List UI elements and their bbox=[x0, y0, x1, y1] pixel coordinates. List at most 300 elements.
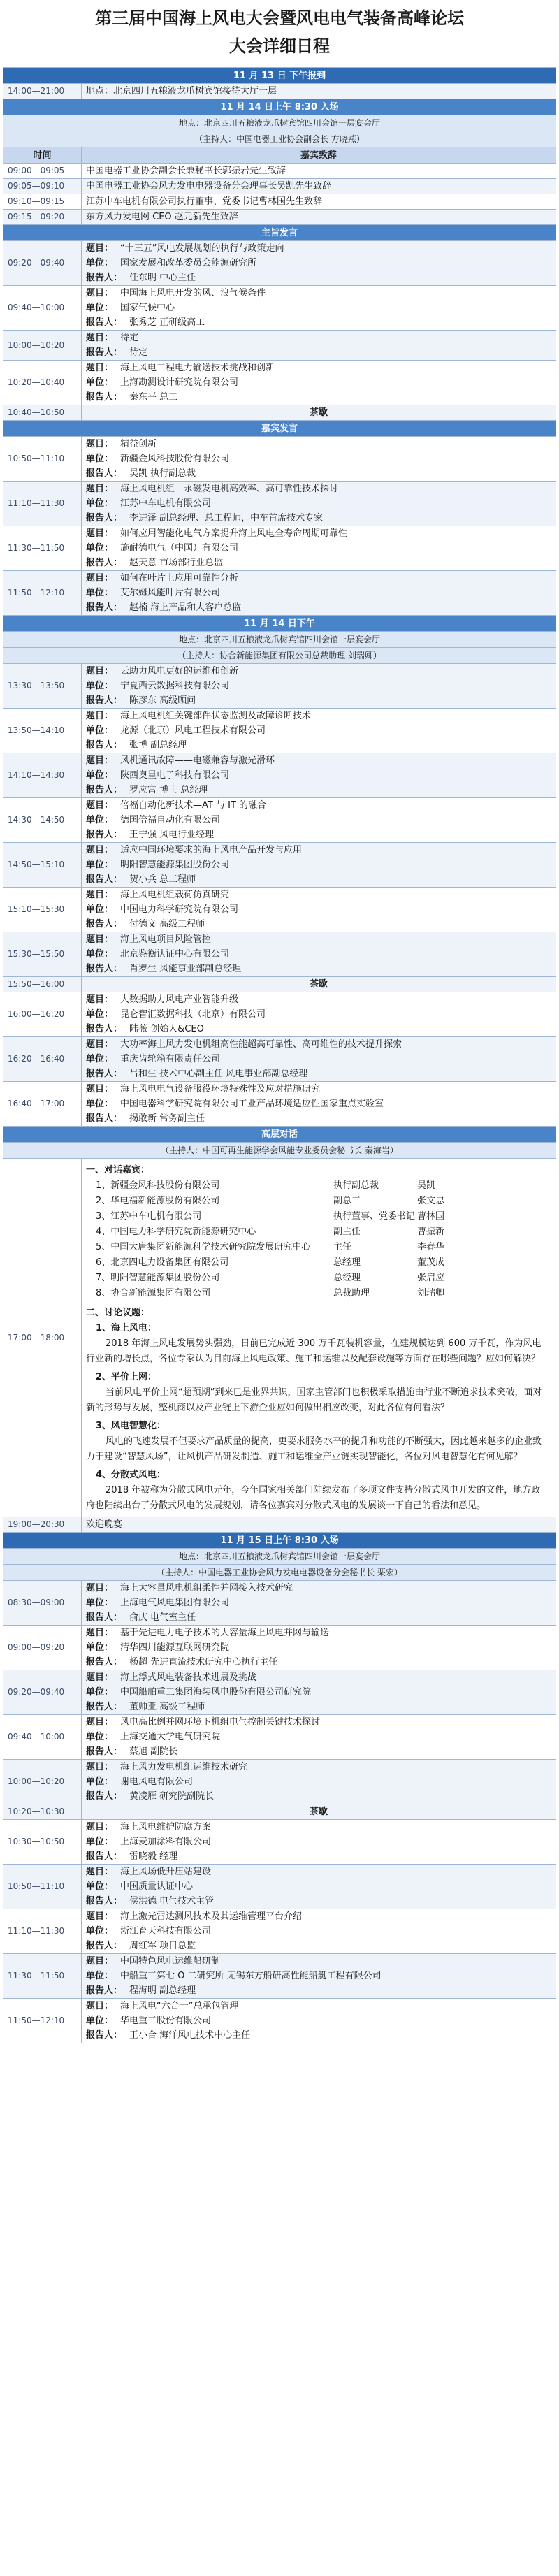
talk-label: 报告人： bbox=[86, 695, 123, 706]
time-cell: 08:30—09:00 bbox=[3, 1581, 82, 1626]
day1-bar-row bbox=[3, 68, 556, 84]
talk-label: 题目： bbox=[86, 1583, 114, 1593]
panel-guest bbox=[86, 1194, 551, 1209]
talk-line bbox=[86, 1774, 551, 1789]
time-cell: 14:00—21:00 bbox=[3, 84, 82, 99]
time-cell: 10:30—10:50 bbox=[3, 1820, 82, 1865]
talk-line bbox=[86, 917, 551, 932]
talk-line bbox=[86, 1007, 551, 1022]
content-cell: 江苏中车电机有限公司执行董事、党委书记曹林国先生致辞 bbox=[82, 194, 556, 210]
time-cell: 13:50—14:10 bbox=[3, 709, 82, 753]
guest-org: 4、中国电力科学研究院新能源研究中心 bbox=[96, 1227, 256, 1237]
talk-detail bbox=[82, 1037, 556, 1082]
talk-label: 题目： bbox=[86, 573, 114, 584]
talk-line bbox=[86, 1685, 551, 1700]
time-cell: 10:00—10:20 bbox=[3, 331, 82, 361]
talk-label: 报告人： bbox=[86, 1851, 123, 1862]
talk-label: 题目： bbox=[86, 1911, 114, 1922]
talk-line bbox=[86, 586, 551, 600]
guest-org: 3、江苏中车电机有限公司 bbox=[96, 1211, 202, 1222]
talk-line bbox=[86, 451, 551, 466]
talk-text: 云助力风电更好的运维和创新 bbox=[120, 666, 239, 676]
talk-label: 题目： bbox=[86, 1628, 114, 1638]
talk-label: 题目： bbox=[86, 1672, 114, 1683]
day3-bar-row bbox=[3, 1533, 556, 1549]
day3-venue-row bbox=[3, 1549, 556, 1565]
talk-text: 付德义 高级工程师 bbox=[129, 919, 205, 929]
day2-venue: 地点：北京四川五粮液龙爪树宾馆四川会馆一层宴会厅 bbox=[3, 115, 556, 131]
talk-label: 单位： bbox=[86, 1926, 114, 1937]
time-cell: 14:50—15:10 bbox=[3, 843, 82, 888]
talk-label: 题目： bbox=[86, 845, 114, 855]
talk-row bbox=[3, 1909, 556, 1954]
talk-text: 罗应富 博士 总经理 bbox=[129, 785, 208, 795]
time-cell: 10:20—10:30 bbox=[3, 1804, 82, 1820]
talk-text: 贺小兵 总工程师 bbox=[129, 874, 196, 885]
talk-label: 报告人： bbox=[86, 513, 123, 523]
talk-row bbox=[3, 1760, 556, 1804]
talk-row bbox=[3, 843, 556, 888]
talk-text: 风机通讯故障——电磁兼容与激光滑环 bbox=[120, 755, 275, 766]
day2pm-bar: 11 月 14 日下午 bbox=[3, 616, 556, 632]
guest-org: 2、华电福新能源股份有限公司 bbox=[96, 1196, 220, 1206]
talk-line bbox=[86, 932, 551, 947]
talk-label: 单位： bbox=[86, 498, 114, 509]
talk-text: 清华四川能源互联网研究院 bbox=[120, 1642, 230, 1653]
guest-bar: 嘉宾发言 bbox=[3, 421, 556, 437]
talk-line bbox=[86, 541, 551, 556]
talk-text: 侯洪德 电气技术主管 bbox=[129, 1896, 215, 1906]
talk-label: 单位： bbox=[86, 543, 114, 553]
time-cell: 09:20—09:40 bbox=[3, 241, 82, 286]
talk-line bbox=[86, 1066, 551, 1081]
talk-line bbox=[86, 1052, 551, 1066]
guest-role: 执行董事、党委书记 bbox=[333, 1211, 416, 1222]
guest-name: 刘瑞卿 bbox=[417, 1288, 445, 1298]
talk-label: 报告人： bbox=[86, 273, 123, 283]
talk-text: 中国质量认证中心 bbox=[120, 1881, 194, 1892]
talk-label: 报告人： bbox=[86, 1746, 123, 1757]
day2pm-venue-row bbox=[3, 632, 556, 648]
talk-label: 报告人： bbox=[86, 558, 123, 568]
talk-text: 肖罗生 风能事业部副总经理 bbox=[129, 964, 242, 974]
talk-row bbox=[3, 1820, 556, 1865]
content-cell: 地点：北京四川五粮液龙爪树宾馆接待大厅一层 bbox=[82, 84, 556, 99]
talk-detail bbox=[82, 241, 556, 286]
talk-text: 吕和生 技术中心副主任 风电事业部副总经理 bbox=[129, 1069, 308, 1079]
guest-name: 张启应 bbox=[417, 1273, 445, 1283]
talk-detail bbox=[82, 888, 556, 932]
guest-bar-row bbox=[3, 421, 556, 437]
panel-guest bbox=[86, 1209, 551, 1224]
talk-label: 报告人： bbox=[86, 1612, 123, 1623]
talk-detail bbox=[82, 798, 556, 843]
talk-text: 海上风场低升压站建设 bbox=[120, 1867, 212, 1877]
talk-text: 大数据助力风电产业智能升级 bbox=[120, 994, 239, 1005]
talk-label: 报告人： bbox=[86, 1791, 123, 1802]
talk-label: 报告人： bbox=[86, 1985, 123, 1996]
talk-text: 海上风电机组—永磁发电机高效率、高可靠性技术探讨 bbox=[120, 484, 339, 494]
talk-line bbox=[86, 1037, 551, 1052]
talk-detail bbox=[82, 1865, 556, 1909]
talk-text: 黄凌雁 研究院副院长 bbox=[129, 1791, 215, 1802]
talk-text: 施耐德电气（中国）有限公司 bbox=[120, 543, 239, 553]
talk-label: 报告人： bbox=[86, 1941, 123, 1951]
talk-text: 待定 bbox=[129, 347, 148, 358]
talk-label: 报告人： bbox=[86, 1113, 123, 1124]
talk-text: 张秀芝 正研级高工 bbox=[129, 317, 205, 328]
time-cell: 11:30—11:50 bbox=[3, 526, 82, 571]
talk-text: 适应中国环境要求的海上风电产品开发与应用 bbox=[120, 845, 303, 855]
speech-row bbox=[3, 164, 556, 179]
talk-text: 新疆金风科技股份有限公司 bbox=[120, 454, 230, 464]
talk-detail bbox=[82, 664, 556, 709]
talk-line bbox=[86, 693, 551, 708]
talk-row bbox=[3, 1954, 556, 1999]
talk-row bbox=[3, 709, 556, 753]
time-cell: 11:30—11:50 bbox=[3, 1954, 82, 1999]
talk-label: 题目： bbox=[86, 1956, 114, 1967]
talk-label: 题目： bbox=[86, 1084, 114, 1094]
schedule-body bbox=[3, 68, 556, 2043]
guest-name: 吴凯 bbox=[417, 1180, 436, 1191]
talk-text: 周红军 项目总监 bbox=[129, 1941, 196, 1951]
talk-label: 单位： bbox=[86, 454, 114, 464]
time-cell: 10:40—10:50 bbox=[3, 405, 82, 421]
talk-line bbox=[86, 2028, 551, 2043]
talk-label: 单位： bbox=[86, 1837, 114, 1847]
registration-row bbox=[3, 84, 556, 99]
talk-text: 中国电力科学研究院有限公司 bbox=[120, 904, 239, 915]
talk-text: 明阳智慧能源集团股份公司 bbox=[120, 860, 230, 870]
talk-text: 海上浮式风电装备技术进展及挑战 bbox=[120, 1672, 257, 1683]
day2-venue-row bbox=[3, 115, 556, 131]
talk-label: 题目： bbox=[86, 666, 114, 676]
talk-label: 题目： bbox=[86, 1717, 114, 1728]
talk-line bbox=[86, 241, 551, 256]
talk-label: 题目： bbox=[86, 755, 114, 766]
talk-text: 谢电风电有限公司 bbox=[120, 1777, 194, 1787]
time-cell: 14:30—14:50 bbox=[3, 798, 82, 843]
guest-role: 主任 bbox=[333, 1242, 352, 1252]
talk-line bbox=[86, 1715, 551, 1730]
day3-host-row bbox=[3, 1565, 556, 1581]
content-cell: 中国电器工业协会风力发电电器设备分会理事长吴凯先生致辞 bbox=[82, 179, 556, 194]
talk-detail bbox=[82, 1670, 556, 1715]
talk-line bbox=[86, 286, 551, 301]
topic-heading: 1、海上风电： bbox=[96, 1323, 157, 1333]
talk-line bbox=[86, 571, 551, 586]
talk-text: 国家发展和改革委员会能源研究所 bbox=[120, 258, 257, 268]
talk-text: 如何在叶片上应用可靠性分析 bbox=[120, 573, 239, 584]
talk-line bbox=[86, 992, 551, 1007]
talk-line bbox=[86, 256, 551, 270]
talk-text: 赵天意 市场部行业总监 bbox=[129, 558, 224, 568]
content-cell: 茶歇 bbox=[82, 405, 556, 421]
talk-label: 报告人： bbox=[86, 317, 123, 328]
talk-row bbox=[3, 664, 556, 709]
time-column-header: 时间 bbox=[3, 147, 82, 164]
talk-line bbox=[86, 331, 551, 345]
panel-guests-title: 一、对话嘉宾： bbox=[86, 1165, 150, 1175]
time-cell: 09:05—09:10 bbox=[3, 179, 82, 194]
talk-label: 报告人： bbox=[86, 1024, 123, 1034]
guest-org: 8、协合新能源集团有限公司 bbox=[96, 1288, 211, 1298]
talk-line bbox=[86, 1730, 551, 1744]
talk-line bbox=[86, 888, 551, 902]
talk-line bbox=[86, 496, 551, 511]
talk-text: 海上风电机组载荷仿真研究 bbox=[120, 890, 230, 900]
talk-line bbox=[86, 437, 551, 451]
talk-detail bbox=[82, 571, 556, 616]
panel-topics-title: 二、讨论议题： bbox=[86, 1308, 150, 1318]
talk-line bbox=[86, 1969, 551, 1983]
talk-label: 报告人： bbox=[86, 347, 123, 358]
time-cell: 11:10—11:30 bbox=[3, 482, 82, 526]
talk-line bbox=[86, 270, 551, 285]
talk-line bbox=[86, 511, 551, 526]
talk-label: 题目： bbox=[86, 994, 114, 1005]
time-cell: 10:20—10:40 bbox=[3, 361, 82, 405]
time-cell: 09:15—09:20 bbox=[3, 210, 82, 225]
talk-label: 题目： bbox=[86, 363, 114, 373]
topic-body: 当前风电平价上网“超预期”到来已是业界共识，国家主管部门也积极采取措施由行业不断追求技术突破，面对新的形势与发展，整机商以及产业链上下游企业应如何做出相应改变，对此各位有何看法？ bbox=[86, 1387, 542, 1413]
talk-line bbox=[86, 1835, 551, 1849]
talk-line bbox=[86, 390, 551, 405]
talk-text: 海上激光雷达测风技术及其运维管理平台介绍 bbox=[120, 1911, 303, 1922]
talk-detail bbox=[82, 1626, 556, 1670]
page-header bbox=[0, 0, 559, 67]
talk-text: 任东明 中心主任 bbox=[129, 273, 196, 283]
talk-detail bbox=[82, 1760, 556, 1804]
topic-heading: 2、平价上网： bbox=[96, 1372, 157, 1382]
talk-text: 上海勘测设计研究院有限公司 bbox=[120, 377, 239, 388]
guest-name: 曹林国 bbox=[417, 1211, 445, 1222]
day3-bar: 11 月 15 日上午 8:30 入场 bbox=[3, 1533, 556, 1549]
topic-heading: 4、分散式风电： bbox=[96, 1470, 166, 1480]
talk-text: 基于先进电力电子技术的大容量海上风电并网与输送 bbox=[120, 1628, 330, 1638]
time-cell: 16:40—17:00 bbox=[3, 1082, 82, 1127]
talk-label: 报告人： bbox=[86, 1657, 123, 1667]
talk-row bbox=[3, 437, 556, 482]
talk-text: 待定 bbox=[120, 333, 139, 343]
panel-guest bbox=[86, 1240, 551, 1255]
talk-row bbox=[3, 1037, 556, 1082]
talk-label: 报告人： bbox=[86, 1069, 123, 1079]
talk-line bbox=[86, 1700, 551, 1714]
speech-row bbox=[3, 210, 556, 225]
talk-row bbox=[3, 1082, 556, 1127]
speech-row bbox=[3, 194, 556, 210]
talk-detail bbox=[82, 526, 556, 571]
talk-line bbox=[86, 1082, 551, 1097]
talk-line bbox=[86, 1760, 551, 1774]
talk-detail bbox=[82, 1909, 556, 1954]
time-cell: 19:00—20:30 bbox=[3, 1517, 82, 1533]
panel-guest bbox=[86, 1224, 551, 1240]
talk-text: 中国电器科学研究院有限公司工业产品环境适应性国家重点实验室 bbox=[120, 1099, 384, 1109]
talk-text: 杨超 先进直流技术研究中心执行主任 bbox=[129, 1657, 278, 1667]
schedule-table bbox=[3, 67, 556, 2043]
talk-text: 俞庆 电气室主任 bbox=[129, 1612, 196, 1623]
talk-line bbox=[86, 1879, 551, 1894]
talk-text: 陕西奥星电子科技有限公司 bbox=[120, 770, 230, 781]
day2pm-bar-row bbox=[3, 616, 556, 632]
talk-line bbox=[86, 902, 551, 917]
talk-text: 国家气候中心 bbox=[120, 303, 175, 313]
talk-label: 单位： bbox=[86, 1777, 114, 1787]
talk-text: 倍福自动化新技术—AT 与 IT 的融合 bbox=[120, 800, 267, 811]
talk-detail bbox=[82, 1082, 556, 1127]
day2-bar: 11 月 14 日上午 8:30 入场 bbox=[3, 99, 556, 115]
talk-row bbox=[3, 753, 556, 798]
talk-label: 单位： bbox=[86, 770, 114, 781]
topic-body: 2018 年海上风电发展势头强劲，日前已完成近 300 万千瓦装机容量，在建规模达到 600 万千瓦，作为风电行业新的增长点，各位专家认为目前海上风电政策、施工和运维以及配套设施等方面存在哪些问题？应如何解决？ bbox=[86, 1338, 542, 1364]
talk-label: 报告人： bbox=[86, 2030, 123, 2041]
talk-row bbox=[3, 932, 556, 977]
talk-label: 题目： bbox=[86, 890, 114, 900]
talk-line bbox=[86, 1954, 551, 1969]
guest-org: 1、新疆金风科技股份有限公司 bbox=[96, 1180, 220, 1191]
content-cell: 茶歇 bbox=[82, 977, 556, 992]
talk-row bbox=[3, 571, 556, 616]
talk-row bbox=[3, 888, 556, 932]
topic-body: 2018 年被称为分散式风电元年，今年国家相关部门陆续发布了多项文件支持分散式风电开发的文件，地方政府也陆续出台了分散式风电的发展规划，请各位嘉宾对分散式风电的发展谈一下自己的看法和意见。 bbox=[86, 1485, 541, 1511]
day1-bar: 11 月 13 日 下午报到 bbox=[3, 68, 556, 84]
time-cell: 17:00—18:00 bbox=[3, 1159, 82, 1517]
talk-label: 题目： bbox=[86, 2001, 114, 2011]
talk-label: 单位： bbox=[86, 588, 114, 598]
tea-break-row bbox=[3, 977, 556, 992]
talk-line bbox=[86, 2013, 551, 2028]
talk-label: 题目： bbox=[86, 1762, 114, 1772]
talk-line bbox=[86, 1640, 551, 1655]
talk-row bbox=[3, 482, 556, 526]
talk-line bbox=[86, 1849, 551, 1864]
guest-role: 副主任 bbox=[333, 1227, 361, 1237]
talk-label: 单位： bbox=[86, 1598, 114, 1608]
time-cell: 16:20—16:40 bbox=[3, 1037, 82, 1082]
panel-guest bbox=[86, 1178, 551, 1194]
talk-text: 浙江育天科技有限公司 bbox=[120, 1926, 212, 1937]
talk-label: 单位： bbox=[86, 1099, 114, 1109]
talk-label: 题目： bbox=[86, 800, 114, 811]
time-cell: 11:50—12:10 bbox=[3, 1999, 82, 2043]
talk-line bbox=[86, 1894, 551, 1909]
talk-detail bbox=[82, 843, 556, 888]
guest-name: 李春华 bbox=[417, 1242, 445, 1252]
talk-text: 中国特色风电运维船研制 bbox=[120, 1956, 221, 1967]
talk-label: 单位： bbox=[86, 904, 114, 915]
topic-body: 风电的飞速发展不但要求产品质量的提高，更要求服务水平的提升和功能的不断强大，因此越来越多的企业致力于建设“智慧风场”，让风机产品研发制造、施工和运维全产业链实现智能化，各位对风电智慧化有何见解？ bbox=[86, 1436, 542, 1462]
talk-line bbox=[86, 962, 551, 976]
time-cell: 09:40—10:00 bbox=[3, 286, 82, 331]
talk-line bbox=[86, 1097, 551, 1111]
talk-line bbox=[86, 858, 551, 872]
talk-text: 揭敢新 常务副主任 bbox=[129, 1113, 205, 1124]
day2-bar-row bbox=[3, 99, 556, 115]
talk-line bbox=[86, 361, 551, 375]
page-subtitle: 大会详细日程 bbox=[229, 36, 330, 56]
day2-host: （主持人：中国电器工业协会副会长 方晓燕） bbox=[3, 131, 556, 147]
talk-text: “十三五”风电发展规划的执行与政策走向 bbox=[120, 243, 284, 254]
panel-bar: 高层对话 bbox=[3, 1127, 556, 1143]
talk-row bbox=[3, 1626, 556, 1670]
talk-row bbox=[3, 1670, 556, 1715]
time-cell: 15:50—16:00 bbox=[3, 977, 82, 992]
talk-label: 单位： bbox=[86, 815, 114, 825]
talk-row bbox=[3, 1715, 556, 1760]
talk-line bbox=[86, 709, 551, 723]
talk-text: 赵楠 海上产品和大客户总监 bbox=[129, 602, 242, 613]
talk-text: 风电高比例并网环境下机组电气控制关键技术探讨 bbox=[120, 1717, 321, 1728]
talk-line bbox=[86, 783, 551, 797]
time-cell: 09:00—09:20 bbox=[3, 1626, 82, 1670]
talk-text: 北京鉴衡认证中心有限公司 bbox=[120, 949, 230, 960]
guest-org: 5、中国大唐集团新能源科学技术研究院发展研究中心 bbox=[96, 1242, 311, 1252]
time-cell: 16:00—16:20 bbox=[3, 992, 82, 1037]
talk-line bbox=[86, 664, 551, 679]
tea-break-row bbox=[3, 405, 556, 421]
talk-line bbox=[86, 738, 551, 753]
talk-text: 蔡旭 副院长 bbox=[129, 1746, 178, 1757]
guest-name: 张文忠 bbox=[417, 1196, 445, 1206]
talk-row bbox=[3, 798, 556, 843]
talk-label: 报告人： bbox=[86, 919, 123, 929]
time-cell: 13:30—13:50 bbox=[3, 664, 82, 709]
talk-line bbox=[86, 1655, 551, 1670]
content-cell: 中国电器工业协会副会长兼秘书长郭振岩先生致辞 bbox=[82, 164, 556, 179]
time-cell: 09:10—09:15 bbox=[3, 194, 82, 210]
topic-heading: 3、风电智慧化： bbox=[96, 1421, 166, 1431]
talk-detail bbox=[82, 1820, 556, 1865]
talk-text: 王小合 海洋风电技术中心主任 bbox=[129, 2030, 251, 2041]
guest-org: 6、北京四电力设备集团有限公司 bbox=[96, 1257, 229, 1268]
talk-text: 董帅亚 高级工程师 bbox=[129, 1702, 205, 1712]
talk-label: 报告人： bbox=[86, 468, 123, 479]
talk-detail bbox=[82, 1581, 556, 1626]
guest-role: 总经理 bbox=[333, 1273, 361, 1283]
talk-detail bbox=[82, 331, 556, 361]
panel-guest bbox=[86, 1271, 551, 1286]
talk-label: 报告人： bbox=[86, 830, 123, 840]
day3-host: （主持人：中国电器工业协会风力发电电器设备分会秘书长 栗宏） bbox=[3, 1565, 556, 1581]
talk-row bbox=[3, 331, 556, 361]
talk-line bbox=[86, 1983, 551, 1998]
keynote-bar-row bbox=[3, 225, 556, 241]
panel-guest bbox=[86, 1255, 551, 1271]
day3-venue: 地点：北京四川五粮液龙爪树宾馆四川会馆一层宴会厅 bbox=[3, 1549, 556, 1565]
talk-line bbox=[86, 872, 551, 887]
talk-label: 报告人： bbox=[86, 964, 123, 974]
talk-label: 题目： bbox=[86, 439, 114, 449]
talk-detail bbox=[82, 437, 556, 482]
guest-role: 副总工 bbox=[333, 1196, 361, 1206]
talk-line bbox=[86, 947, 551, 962]
talk-label: 单位： bbox=[86, 1971, 114, 1981]
talk-text: 如何应用智能化电气方案提升海上风电全寿命周期可靠性 bbox=[120, 528, 348, 539]
talk-line bbox=[86, 526, 551, 541]
talk-label: 单位： bbox=[86, 2016, 114, 2026]
guest-name: 曹振新 bbox=[417, 1227, 445, 1237]
panel-row bbox=[3, 1159, 556, 1517]
talk-text: 江苏中车电机有限公司 bbox=[120, 498, 212, 509]
talk-text: 中船重工第七 O 二研究所 无锡东方船研高性能船艇工程有限公司 bbox=[120, 1971, 382, 1981]
column-header-row bbox=[3, 147, 556, 164]
talk-text: 海上风电项目风险管控 bbox=[120, 934, 212, 945]
guest-name: 董茂成 bbox=[417, 1257, 445, 1268]
talk-row bbox=[3, 361, 556, 405]
